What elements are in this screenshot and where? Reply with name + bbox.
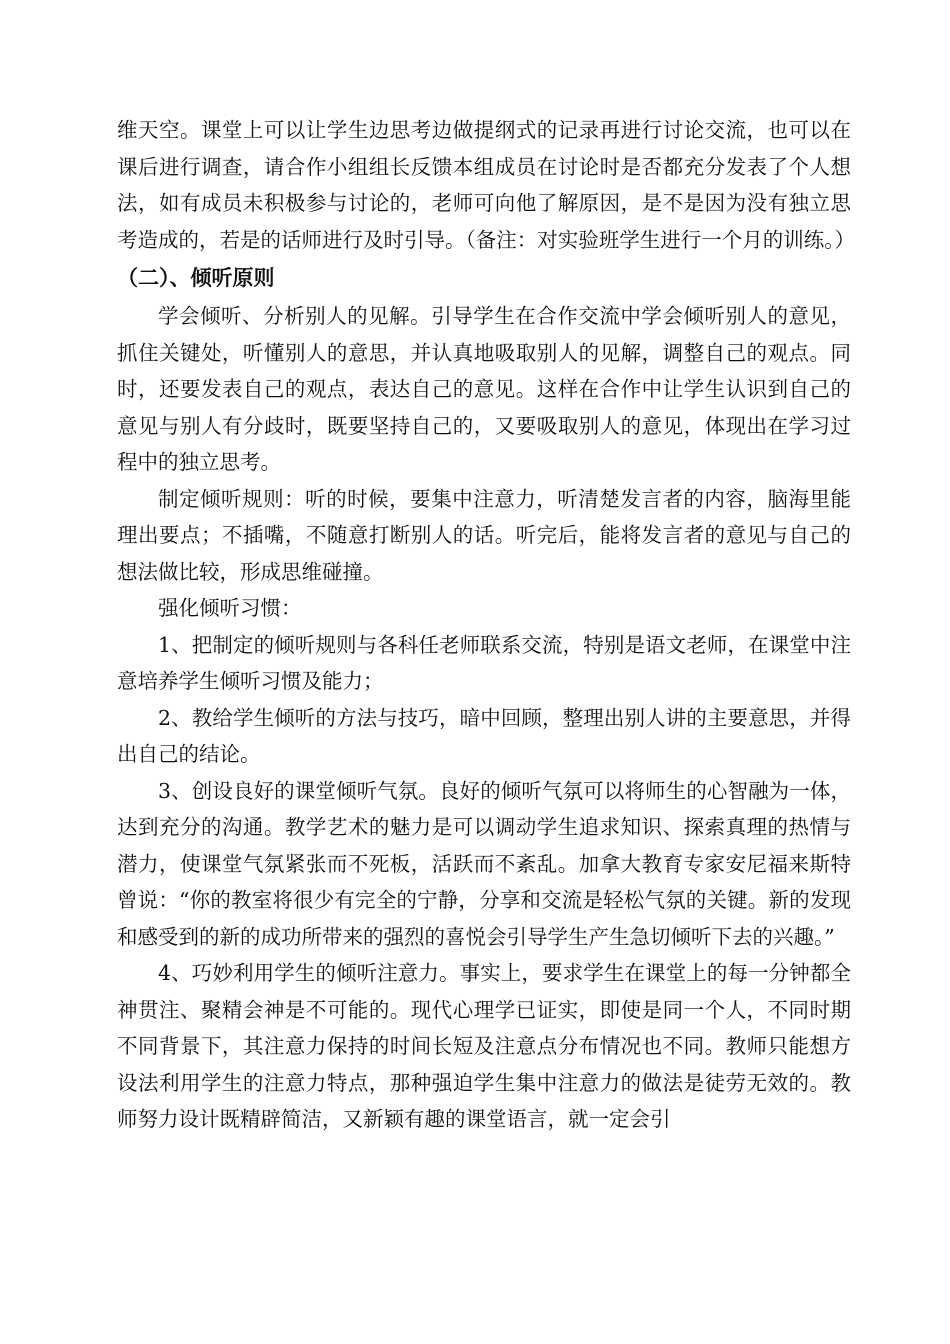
paragraph-listening-rules: 制定倾听规则：听的时候，要集中注意力，听清楚发言者的内容，脑海里能理出要点；不插嘴，不随意打断别人的话。听完后，能将发言者的意见与自己的想法做比较，形成思维碰撞。 xyxy=(117,486,851,584)
list-item-1: 1、把制定的倾听规则与各科任老师联系交流，特别是语文老师，在课堂中注意培养学生倾听习惯及能力； xyxy=(117,632,851,693)
list-item-3: 3、创设良好的课堂倾听气氛。良好的倾听气氛可以将师生的心智融为一体，达到充分的沟通。教学艺术的魅力是可以调动学生追求知识、探索真理的热情与潜力，使课堂气氛紧张而不死板，活跃而不紊乱。加拿大教育专家安尼福来斯特曾说：“你的教室将很少有完全的宁静，分享和交流是轻松气氛的关键。新的发现和感受到的新的成功所带来的强烈的喜悦会引导学生产生急切倾听下去的兴趣。” xyxy=(117,778,851,949)
section-heading: （二）、倾听原则 xyxy=(117,266,275,290)
paragraph-intro: 维天空。课堂上可以让学生边思考边做提纲式的记录再进行讨论交流，也可以在课后进行调查，请合作小组组长反馈本组成员在讨论时是否都充分发表了个人想法，如有成员未积极参与讨论的，老师可向他了解原因，是不是因为没有独立思考造成的，若是的话师进行及时引导。（备注：对实验班学生进行一个月的训练。） xyxy=(117,118,855,252)
list-item-2: 2、教给学生倾听的方法与技巧，暗中回顾，整理出别人讲的主要意思，并得出自己的结论。 xyxy=(117,705,851,766)
document-body xyxy=(117,112,855,1138)
paragraph-learn-listening: 学会倾听、分析别人的见解。引导学生在合作交流中学会倾听别人的意见，抓住关键处，听懂别人的意思，并认真地吸取别人的见解，调整自己的观点。同时，还要发表自己的观点，表达自己的意见。这样在合作中让学生认识到自己的意见与别人有分歧时，既要坚持自己的，又要吸取别人的意见，体现出在学习过程中的独立思考。 xyxy=(117,304,851,474)
list-item-4: 4、巧妙利用学生的倾听注意力。事实上，要求学生在课堂上的每一分钟都全神贯注、聚精会神是不可能的。现代心理学已证实，即使是同一个人，不同时期不同背景下，其注意力保持的时间长短及注意点分布情况也不同。教师只能想方设法利用学生的注意力特点，那种强迫学生集中注意力的做法是徒劳无效的。教师努力设计既精辟简洁，又新颖有趣的课堂语言，就一定会引 xyxy=(117,961,851,1131)
paragraph-listening-habit: 强化倾听习惯： xyxy=(158,596,302,620)
